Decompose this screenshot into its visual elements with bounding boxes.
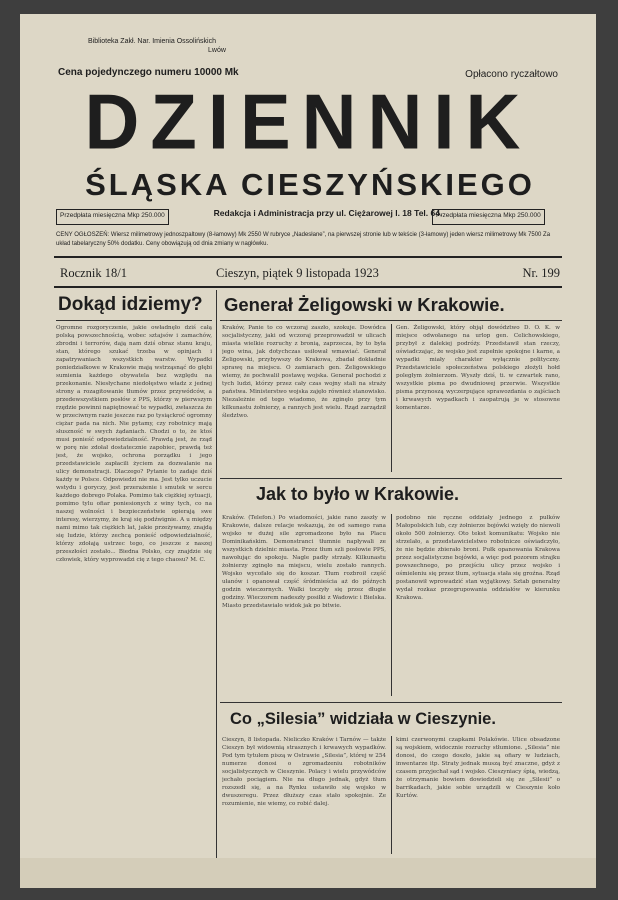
headline-silesia: Co „Silesia” widziała w Cieszynie.: [230, 710, 496, 728]
separator-2: [220, 702, 562, 703]
issue-price: Cena pojedynczego numeru 10000 Mk: [58, 67, 239, 78]
zeligowski-divider: [391, 324, 392, 472]
stamp-line-2: Lwów: [208, 47, 226, 54]
silesia-divider: [391, 736, 392, 854]
article-silesia-left: Cieszyn, 8 listopada. Nieliczko Kraków i Tarnów — także Cieszyn był widownią strasznych i krwawych wypadków. Pod tym tytułem piszą w Ostrawie „Silesia”, której w 254 numerze donosi o zgromadzeniu robotników socjalistycznych w Cieszynie. Polacy i wielu przywódców jechało pociągiem. Nie na długo jednak, gdyż tłum rozszedł się, a na Rynku ustawiło się wojsko w dwuszeregu. Przez dłuższy czas stało spokojnie. Ze rozumienie, nie wiemy, co robić dalej.: [222, 737, 386, 807]
masthead: [54, 84, 562, 176]
newspaper-page: [20, 14, 596, 888]
headline-underline-right: [220, 320, 562, 321]
editorial-address: Redakcja i Administracja przy ul. Ciężarowej l. 18 Tel. 64.: [213, 208, 443, 218]
separator-1: [220, 478, 562, 479]
rule-bottom: [54, 286, 562, 288]
headline-dokad-idziemy: Dokąd idziemy?: [58, 294, 203, 315]
issue-number: Nr. 199: [522, 266, 560, 280]
library-stamp: [88, 37, 226, 55]
subscription-box-right: Przedpłata miesięczna Mkp 250.000: [432, 209, 545, 225]
article-zeligowski-right: Gen. Żeligowski, który objął dowództwo D. O. K. w miejsce odwołanego na urlop gen. Celichowskiego, przybył z dalekiej podróży. Przedstawił stan rzeczy, oświadczając, że wojsko jest zupełnie spokojne i karne, a wypadki miały charakter wyłącznie polityczny. Przedstawiciele społeczeństwa polskiego złożyli hołd poległym żołnierzom. Wyszły dziś, ti. w czwartek rano, wszystkie pisma po dwudniowej przerwie. Wszystkie pisma przynoszą wyczerpujące sprawozdania o zajściach i krwawych wypadkach i zaopatrują je w stosowne komentarze.: [396, 325, 560, 411]
stamp-line-1: Biblioteka Zakł. Nar. Imienia Ossolińskich: [88, 38, 216, 45]
jak-to-bylo-divider: [391, 514, 392, 696]
dateline: [60, 266, 560, 284]
article-silesia-right: kimi czerwonymi czapkami Polakówie. Ulice obsadzone są wojskiem, widocznie rozruchy stłumione. „Silesia” nie donosi, do czego doszło, jakie są ofiary w ludziach, inwentarze itp. Straty jednak muszą być znaczne, gdyż z czasem przyjechał sąd i wojsko. Cieszyniacy śpią, wiedzą, że otrzymanie bowiem dowiedzieli się ze „Silesii” o barrikadach, jakie sobie urządzili w Cieszynie koło Kurtów.: [396, 737, 560, 799]
issue-date: Cieszyn, piątek 9 listopada 1923: [216, 266, 379, 280]
article-dokad-idziemy-body: Ogromne rozgoryczenie, jakie owładnęło dziś całą polską powszechnością, wobec sztajsów i zamachów, zbrodni i terrorów, dają nam dziś obraz stanu kraju, stan, którego szukać trzeba w opinjach i zapatrywaniach wszystkich warstw. Wypadki poniedziałkowe w Krakowie mają wstrząsnąć do głębi sumienia każdego obywatela bez względu na przekonanie. Niesłychane niedołęstwo władz z jednej strony a rozagitowanie tłumów przez przywódców, a przedewszystkiem posłów z PPS, którzy w pierwszym rzędzie powinni napiętnować te wypadki, zwłaszcza że w przeciwnym razie jeszcze raz po tysiąckroć ogromny ciężar pada na nich. Nie pytamy, czy robotnicy mają słuszność w swych żądaniach. Chodzi o to, że ktoś musi ponieść odpowiedzialność. Prawdą jest, że rząd w porę nie zdołał dostatecznie zapobiec, prawdą też jest, że wojsko, ochrona porządku i jego przedstawiciele zapłacili życiem za dozwalanie na ulicy demonstracji. Dlaczego? Pytanie to zadaje dziś każdy w Polsce. Odpowiedzi nie ma. Jest tylko uczucie wstydu i goryczy, jest przerażenie i smutek w sercu każdego dobrego Polaka. Pomimo tak ciężkiej sytuacji, pomimo tylu ofiar poniesionych z winy tych, co na naszej wolności i bezpieczeństwie opierają swe interesy, wierzymy, że kraj się podźwignie. A u między nami mimo tak ciężkich lat, jakie przeżywamy, znajdą się ludzie, którzy zechcą ponieść odpowiedzialność, którzy zdołają ustrzec tego, co jeszcze z naszej przeszłości zostało... Biedna Polsko, czy znajdzie się człowiek, który wyprowadzi cię z tego chaosu? M. C.: [56, 325, 212, 563]
volume-label: Rocznik 18/1: [60, 266, 128, 280]
page-bottom-margin: [20, 858, 596, 888]
article-jak-to-bylo-left: Kraków. (Telefon.) Po wiadomości, jakie rano zaszły w Krakowie, dalsze relacje wskazują, że od samego rana wojsko w dużej sile zgromadzone było na Placu Dominikańskim. Demonstranci tłumnie napływali ze wszystkich dzielnic miasta. Przez tłum szli posłowie PPS, nawołując do spokoju. Nagle padły strzały. Kilkunastu żołnierzy zginęło na miejscu, wielu zostało rannych. Wojsko wycofało się do koszar. Tłum rozbroił część ułanów i opanował część śródmieścia aż do późnych godzin wieczornych. Walki toczyły się przez długie godziny. Wieczorem nadeszły posiłki z Wadowic i Bielska. Miasto przedstawiało widok jak po bitwie.: [222, 515, 386, 609]
headline-jak-to-bylo: Jak to było w Krakowie.: [256, 484, 460, 504]
rule-top: [54, 256, 562, 258]
headline-underline-left: [56, 320, 212, 321]
headline-zeligowski: Generał Żeligowski w Krakowie.: [224, 294, 505, 315]
postage-paid: Opłacono ryczałtowo: [465, 69, 558, 80]
masthead-subtitle: ŚLĄSKA CIESZYŃSKIEGO: [85, 167, 535, 202]
ad-prices: CENY OGŁOSZEŃ: Wiersz milimetrowy jednoszpaltowy (8-łamowy) Mk 2550 W rubryce „Nadesłane”, na pierwszej stronie lub w tekście (3-łamowy) jeden wiersz milimetrowy Mk 7500 Za układ tabelaryczny 50% dodatku. Ceny obowiązują od dnia zmiany w nagłówku.: [56, 232, 551, 247]
subscription-box-left: Przedpłata miesięczna Mkp 250.000: [56, 209, 169, 225]
article-zeligowski-left: Kraków, Panie to co wczoraj zaszło, szokuje. Dowódca socjalistyczny, jaki od wczoraj przeprowadził w ulicach miasta wielkie rozruchy z bronią, zaprzecza, by to była jego wina, jak dotychczas usiłował wmawiać. Generał Żeligowski, przybywszy do Krakowa, zbadał dokładnie sprawę na miejscu. O zamiarach gen. Żeligowskiego wiemy, że pochwalił postawę wojska. Generał pochodzi z tych ludzi, którzy przez cały czas wojny stali na straży państwa. Ministerstwo wojska zajęło również stanowisko. Niezależnie od tego wiadomo, że zginęło przy tym kilkunastu żołnierzy, a rannych jest wielu. Rząd zarządził śledztwo.: [222, 325, 386, 419]
price-line: [58, 67, 558, 81]
masthead-title: DZIENNIK: [84, 84, 532, 166]
article-jak-to-bylo-right: podobno nie ręczne oddziały jednego z pułków Małopolskich lub, czy żołnierze bojówki wzięły do niewoli około 500 żołnierzy. Oto tekst komunikatu: Wojsko nie strzelało, a przedstawicielstwo robotnicze oświadczyło, że nie będzie zbierało broni. Pułk opanowania Krakowa przez socjalistyczne bojówki, a więc pod pozorem strajku powszechnego, po przejściu ulicy przez wojsko i ośmieleniu się przez tłum, sytuacja stała się groźna. Rząd postanowił wprowadzić stan wyjątkowy. Sztab generalny wydał rozkaz przegrupowania oddziałów w kierunku Krakowa.: [396, 515, 560, 601]
column-divider: [216, 290, 217, 860]
